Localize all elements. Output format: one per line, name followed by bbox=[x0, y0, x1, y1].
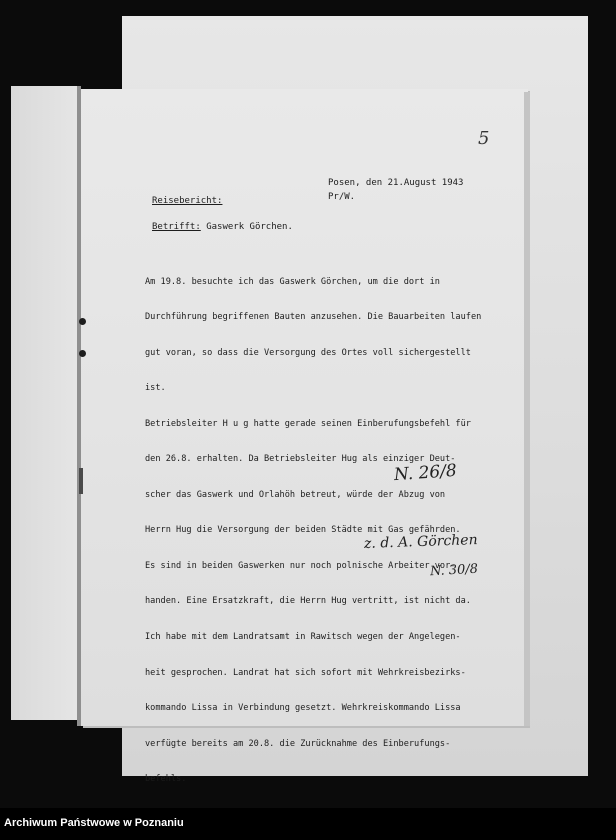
place-date: Posen, den 21.August 1943 bbox=[328, 178, 464, 188]
subject-text: Gaswerk Görchen. bbox=[206, 222, 293, 232]
body-line: den 26.8. erhalten. Da Betriebsleiter Hug als einziger Deut- bbox=[145, 454, 456, 465]
body-line: Ich habe mit dem Landratsamt in Rawitsch wegen der Angelegen- bbox=[145, 632, 461, 642]
archive-name: Archiwum Państwowe w Poznaniu bbox=[4, 817, 184, 829]
body-line: heit gesprochen. Landrat hat sich sofort mit Wehrkreisbezirks- bbox=[145, 667, 466, 678]
punch-hole bbox=[79, 318, 86, 325]
document-page-edge bbox=[524, 92, 530, 726]
body-line: Herrn Hug die Versorgung der beiden Städte mit Gas gefährden. bbox=[145, 525, 461, 536]
staple-mark bbox=[79, 468, 83, 494]
body-line: Betriebsleiter H u g hatte gerade seinen Einberufungsbefehl für bbox=[145, 418, 471, 429]
reference-initials: Pr/W. bbox=[328, 192, 356, 202]
punch-hole bbox=[79, 350, 86, 357]
body-line: kommando Lissa in Verbindung gesetzt. Wehrkreiskommando Lissa bbox=[145, 703, 461, 714]
report-body bbox=[145, 253, 481, 810]
body-line: Es sind in beiden Gaswerken nur noch polnische Arbeiter vor- bbox=[145, 560, 456, 571]
handwritten-annotation: z. d. A. Görchen bbox=[363, 532, 478, 552]
page-number: 5 bbox=[478, 128, 490, 149]
body-line: handen. Eine Ersatzkraft, die Herrn Hug vertritt, ist nicht da. bbox=[145, 596, 471, 607]
body-line: Durchführung begriffenen Bauten anzusehen. Die Bauarbeiten laufen bbox=[145, 312, 482, 323]
document-title: Reisebericht: bbox=[152, 196, 223, 206]
subject-line bbox=[152, 221, 293, 233]
body-line: scher das Gaswerk und Orlahöh betreut, würde der Abzug von bbox=[145, 489, 446, 500]
body-line: befehls. bbox=[145, 774, 187, 785]
handwritten-signature: N. 26/8 bbox=[393, 460, 458, 486]
body-line: verfügte bereits am 20.8. die Zurücknahme des Einberufungs- bbox=[145, 738, 451, 749]
subject-label: Betrifft: bbox=[152, 222, 201, 232]
left-sheet bbox=[11, 86, 81, 720]
archive-footer bbox=[0, 808, 616, 840]
body-line: ist. bbox=[145, 383, 166, 394]
handwritten-signature: N. 30/8 bbox=[429, 561, 479, 580]
body-line: gut voran, so dass die Versorgung des Ortes voll sichergestellt bbox=[145, 347, 471, 358]
body-line: Am 19.8. besuchte ich das Gaswerk Görchen, um die dort in bbox=[145, 276, 440, 287]
